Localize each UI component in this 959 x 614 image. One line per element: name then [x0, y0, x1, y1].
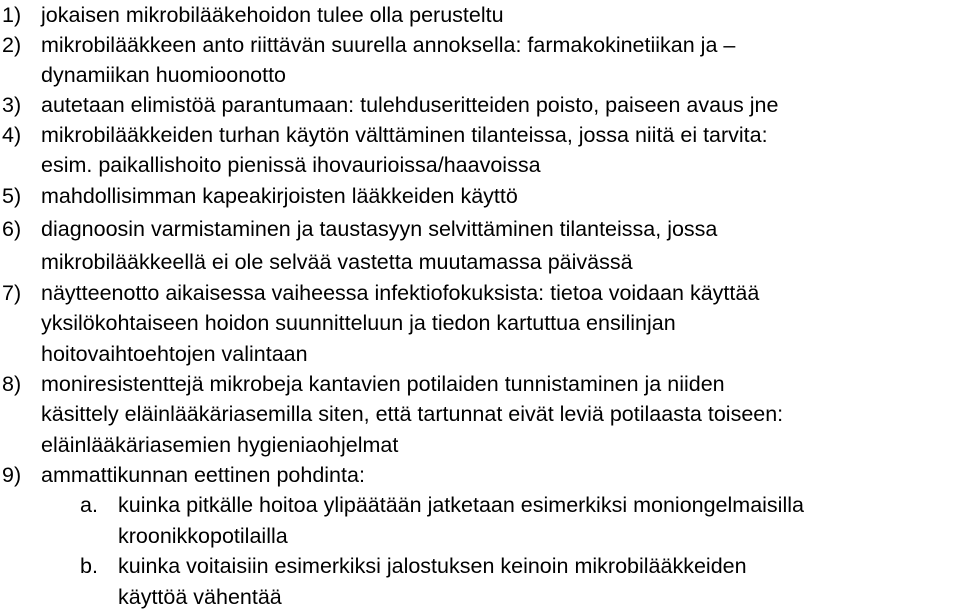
sub-item-b-continuation: käyttöä vähentää: [118, 585, 282, 609]
list-item-8-continuation: käsittely eläinlääkäriasemilla siten, että tartunnat eivät leviä potilaasta toiseen:: [41, 402, 784, 426]
sub-list-letter: a.: [80, 493, 98, 517]
list-number: 2): [2, 33, 22, 57]
sub-list-text: kuinka pitkälle hoitoa ylipäätään jatketaan esimerkiksi moniongelmaisilla: [118, 493, 804, 517]
list-item-8-continuation: eläinlääkäriasemien hygieniaohjelmat: [41, 433, 399, 457]
list-number: 4): [2, 123, 22, 147]
list-item-7-continuation: yksilökohtaiseen hoidon suunnitteluun ja tiedon kartuttua ensilinjan: [41, 311, 676, 335]
list-item-7-continuation: hoitovaihtoehtojen valintaan: [41, 342, 308, 366]
list-text: mikrobilääkkeiden turhan käytön välttäminen tilanteissa, jossa niitä ei tarvita:: [41, 123, 768, 147]
list-text: diagnoosin varmistaminen ja taustasyyn selvittäminen tilanteissa, jossa: [41, 217, 718, 241]
list-number: 5): [2, 184, 22, 208]
list-text: autetaan elimistöä parantumaan: tulehduseritteiden poisto, paiseen avaus jne: [41, 93, 779, 117]
list-text: jokaisen mikrobilääkehoidon tulee olla perusteltu: [41, 3, 504, 27]
list-number: 3): [2, 93, 22, 117]
list-text: moniresistenttejä mikrobeja kantavien potilaiden tunnistaminen ja niiden: [41, 372, 725, 396]
list-text: mahdollisimman kapeakirjoisten lääkkeiden käyttö: [41, 184, 518, 208]
list-number: 7): [2, 281, 22, 305]
sub-list-letter: b.: [80, 554, 98, 578]
list-text: näytteenotto aikaisessa vaiheessa infektiofokuksista: tietoa voidaan käyttää: [41, 281, 760, 305]
list-number: 1): [2, 3, 22, 27]
sub-item-a-continuation: kroonikkopotilailla: [118, 524, 288, 548]
list-number: 6): [2, 217, 22, 241]
list-item-6-continuation: mikrobilääkkeellä ei ole selvää vastetta muutamassa päivässä: [41, 250, 633, 274]
list-text: ammattikunnan eettinen pohdinta:: [41, 463, 365, 487]
sub-list-text: kuinka voitaisiin esimerkiksi jalostuksen keinoin mikrobilääkkeiden: [118, 554, 747, 578]
list-text: mikrobilääkkeen anto riittävän suurella annoksella: farmakokinetiikan ja –: [41, 33, 736, 57]
list-item-4-continuation: esim. paikallishoito pienissä ihovaurioissa/haavoissa: [41, 153, 541, 177]
list-number: 8): [2, 372, 22, 396]
list-item-2-continuation: dynamiikan huomioonotto: [41, 63, 287, 87]
list-number: 9): [2, 463, 22, 487]
